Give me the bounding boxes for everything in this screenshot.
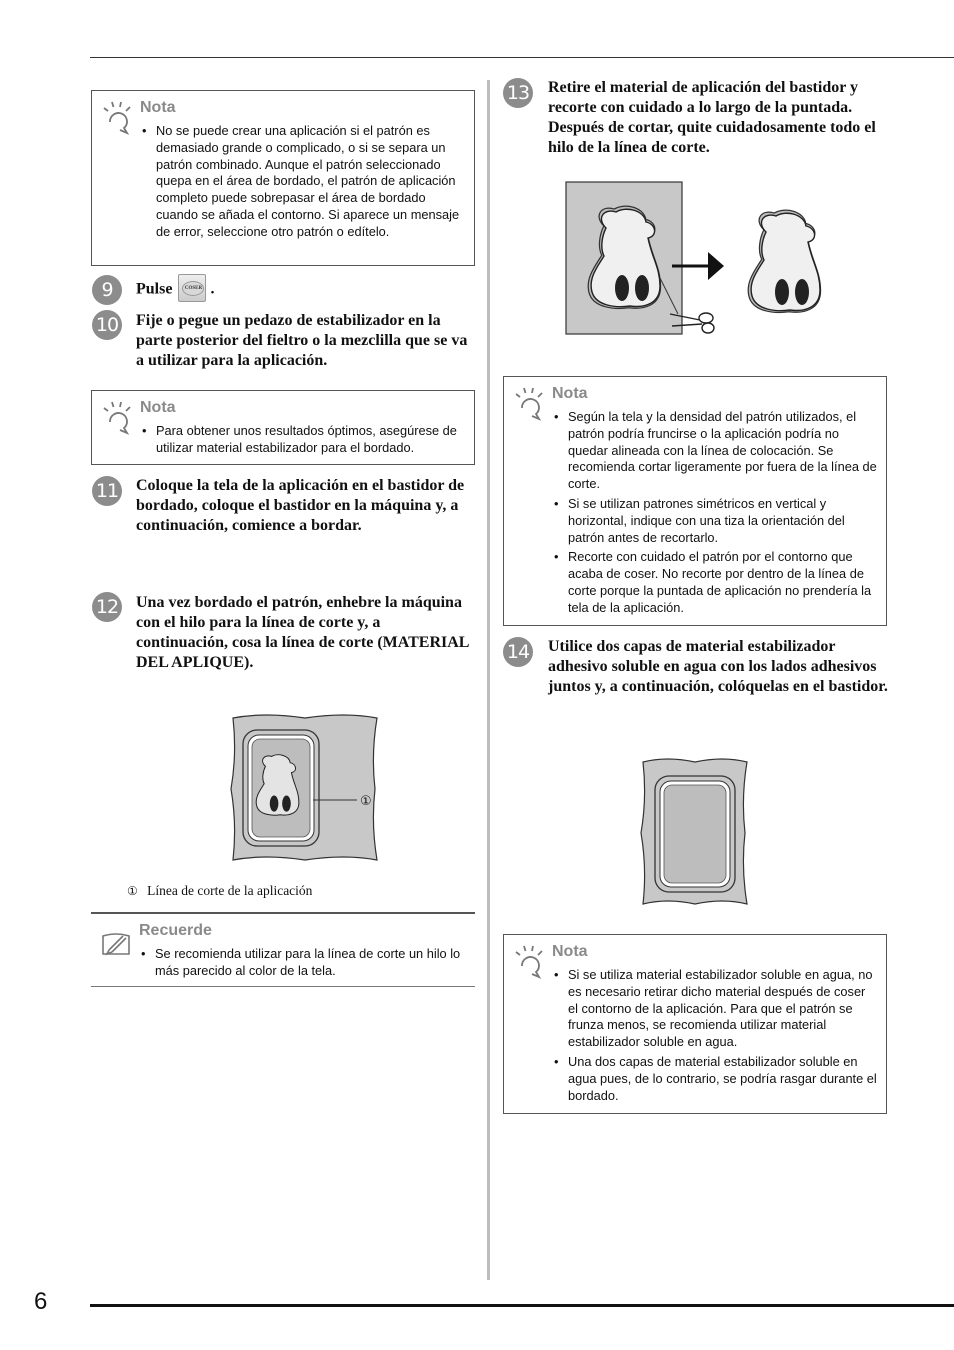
note-item: • Si se utilizan patrones simétricos en vertical y horizontal, indique con una tiza la orientación del patrón antes de recortarlo. (552, 496, 878, 546)
note-list (140, 123, 466, 244)
step-13-text: Retire el material de aplicación del bastidor y recorte con cuidado a lo largo de la puntada. Después de cortar, quite cuidadosamente todo el hilo de la línea de corte. (548, 79, 876, 156)
note-title: Nota (552, 943, 588, 960)
top-rule (90, 57, 954, 58)
step-10-text: Fije o pegue un pedazo de estabilizador en la parte posterior del fieltro o la mezclilla que se va a utilizar para la aplicación. (136, 312, 468, 369)
step-14-text: Utilice dos capas de material estabilizador adhesivo soluble en agua con los lados adhesivos juntos y, a continuación, colóquelas en el bastidor. (548, 638, 888, 695)
note-box-1 (91, 90, 475, 266)
note-item: • Una dos capas de material estabilizador soluble en agua pues, de lo contrario, se podría rasgar durante el bordado. (552, 1054, 878, 1104)
step-number-13: 13 (503, 78, 533, 108)
note-box-5 (503, 934, 887, 1114)
note-item: • No se puede crear una aplicación si el patrón es demasiado grande o complicado, o si se separa un patrón combinado. Aunque el patrón seleccionado quepa en el área de bordado, el patrón de aplicación completo puede sobrepasar el área de bordado cuando se añada el contorno. Si aparece un mensaje de error, seleccione otro patrón o edítelo. (140, 123, 466, 241)
hoop-stabilizer-figure (637, 758, 753, 908)
note-item: • Para obtener unos resultados óptimos, asegúrese de utilizar material estabilizador para el bordado. (140, 423, 466, 457)
note-box-4 (503, 376, 887, 626)
hoop-appliqué-figure (225, 714, 385, 864)
step-number-12: 12 (92, 592, 122, 622)
note-title: Nota (140, 99, 176, 116)
step-number-10: 10 (92, 310, 122, 340)
note-list (552, 409, 878, 620)
step-9-text-before: Pulse (136, 280, 173, 298)
caption-marker: ① (127, 884, 138, 898)
figure-callout-marker: ① (360, 794, 372, 809)
step-number-14: 14 (503, 637, 533, 667)
note-title: Recuerde (139, 922, 212, 939)
step-9-text (136, 276, 466, 304)
memo-pencil-icon (101, 926, 133, 960)
column-divider (487, 80, 490, 1280)
step-number-11: 11 (92, 476, 122, 506)
lightbulb-icon (102, 401, 134, 435)
lightbulb-icon (514, 387, 546, 421)
page-number: 6 (34, 1288, 48, 1315)
cutting-appliqué-figure (560, 178, 840, 338)
note-item: • Se recomienda utilizar para la línea de corte un hilo lo más parecido al color de la tela. (139, 946, 467, 980)
sew-button-label: COSER (182, 281, 204, 296)
note-title: Nota (552, 385, 588, 402)
note-title: Nota (140, 399, 176, 416)
figure-caption (127, 883, 312, 899)
step-12-text: Una vez bordado el patrón, enhebre la máquina con el hilo para la línea de corte y, a continuación, cosa la línea de corte (MATERIAL DEL APLIQUE). (136, 594, 469, 671)
caption-text: Línea de corte de la aplicación (147, 883, 313, 898)
note-item: • Recorte con cuidado el patrón por el contorno que acaba de coser. No recorte por dentro de la línea de corte porque la puntada de aplicación no prendería la tela de la aplicación. (552, 549, 878, 616)
note-box-recuerde (91, 912, 475, 987)
note-item: • Según la tela y la densidad del patrón utilizados, el patrón podría fruncirse o la aplicación podría no quedar alineada con la línea de colocación. Se recomienda cortar ligeramente por fuera de la línea de corte. (552, 409, 878, 493)
step-9-text-after: . (210, 280, 215, 298)
step-11-text: Coloque la tela de la aplicación en el bastidor de bordado, coloque el bastidor en la máquina y, a continuación, comience a bordar. (136, 477, 465, 534)
lightbulb-icon (102, 101, 134, 135)
lightbulb-icon (514, 945, 546, 979)
note-list (140, 423, 466, 460)
note-box-2 (91, 390, 475, 465)
note-list (552, 967, 878, 1107)
note-item: • Si se utiliza material estabilizador soluble en agua, no es necesario retirar dicho material después de coser el contorno de la aplicación. Para que el patrón se frunza menos, se recomienda utilizar material estabilizador soluble en agua. (552, 967, 878, 1051)
bottom-rule (90, 1304, 954, 1307)
note-list (139, 946, 467, 983)
step-number-9: 9 (92, 275, 122, 305)
sew-button[interactable] (178, 274, 206, 302)
